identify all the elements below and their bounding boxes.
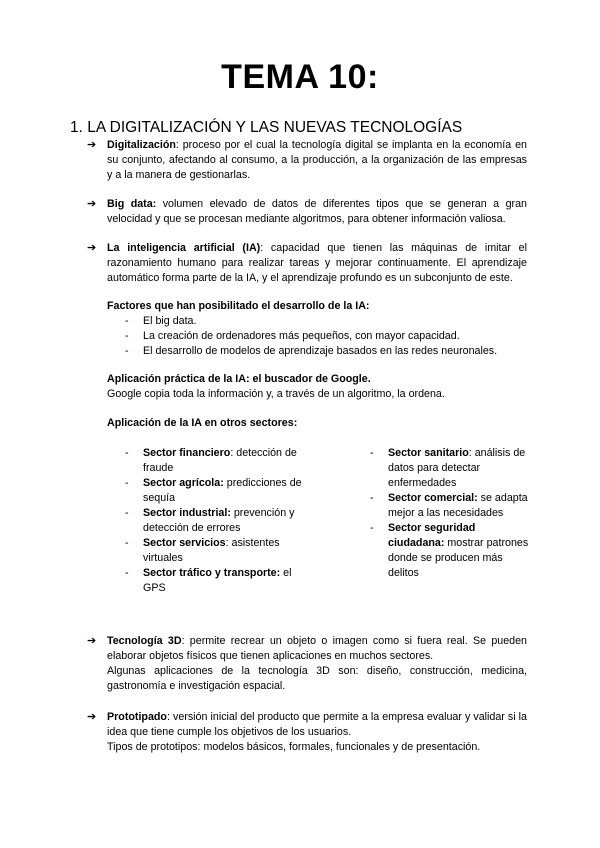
desc-digitalizacion: : proceso por el cual la tecnología digital se implanta en la economía en su conjunto, afectando al consumo, a la producción, a la organización de las empresas y a la manera de gestionarlas. (107, 139, 527, 181)
arrow-right-icon: ➔ (87, 139, 97, 151)
dash-bullet: - (125, 477, 129, 489)
sectores-heading: Aplicación de la IA en otros sectores: (107, 417, 298, 429)
term-ia: La inteligencia artificial (IA) (107, 242, 261, 254)
term-digitalizacion: Digitalización (107, 139, 176, 151)
dash-bullet: - (370, 447, 374, 459)
dash-bullet: - (125, 567, 129, 579)
desc-tecnologia3d-2: Algunas aplicaciones de la tecnología 3D son: diseño, construcción, medicina, gastronomía e investigación espacial. (107, 665, 527, 692)
list-item: - Sector sanitario: análisis de datos para detectar enfermedades (370, 447, 526, 489)
list-item: - Sector seguridad ciudadana: mostrar patrones donde se producen más delitos (370, 522, 529, 579)
arrow-right-icon: ➔ (87, 711, 97, 723)
sectores-left-column (107, 446, 307, 596)
arrow-right-icon: ➔ (87, 198, 97, 210)
list-item: - Sector industrial: prevención y detección de errores (125, 507, 295, 534)
list-item: - El big data. (125, 315, 197, 327)
factores-heading: Factores que han posibilitado el desarrollo de la IA: (107, 300, 370, 312)
section-heading: 1. LA DIGITALIZACIÓN Y LAS NUEVAS TECNOLOGÍAS (70, 119, 463, 136)
factores-block (107, 299, 527, 359)
desc-prototipado: : versión inicial del producto que permite a la empresa evaluar y validar si la idea que tiene cumple los objetivos de los usuarios. (107, 711, 527, 738)
aplicacion-practica-block (107, 372, 527, 402)
desc-prototipado-2: Tipos de prototipos: modelos básicos, formales, funcionales y de presentación. (107, 741, 481, 753)
item-ia (87, 241, 527, 286)
list-item: - Sector financiero: detección de fraude (125, 447, 297, 474)
list-item: - Sector comercial: se adapta mejor a las necesidades (370, 492, 528, 519)
dash-bullet: - (125, 345, 129, 357)
term-tecnologia3d: Tecnología 3D (107, 635, 182, 647)
dash-bullet: - (370, 492, 374, 504)
page-title: TEMA 10: (221, 58, 379, 96)
item-digitalizacion (87, 138, 527, 183)
term-bigdata: Big data: (107, 198, 157, 210)
list-item: - Sector tráfico y transporte: el GPS (125, 567, 292, 594)
list-item: - El desarrollo de modelos de aprendizaje basados en las redes neuronales. (125, 345, 498, 357)
list-item: - La creación de ordenadores más pequeños, con mayor capacidad. (125, 330, 460, 342)
sectores-block (107, 416, 527, 431)
aplicacion-practica-text: Google copia toda la información y, a través de un algoritmo, la ordena. (107, 388, 445, 400)
dash-bullet: - (125, 537, 129, 549)
list-item: - Sector servicios: asistentes virtuales (125, 537, 280, 564)
dash-bullet: - (370, 522, 374, 534)
desc-tecnologia3d: : permite recrear un objeto o imagen como si fuera real. Se pueden elaborar objetos físicos que tienen aplicaciones en muchos sectores. (107, 635, 528, 662)
sectores-right-column (352, 446, 532, 581)
factores-list (107, 314, 527, 359)
item-bigdata (87, 197, 527, 227)
arrow-right-icon: ➔ (87, 635, 97, 647)
arrow-right-icon: ➔ (87, 242, 97, 254)
list-item: - Sector agrícola: predicciones de sequía (125, 477, 302, 504)
dash-bullet: - (125, 507, 129, 519)
dash-bullet: - (125, 330, 129, 342)
item-prototipado (87, 710, 527, 755)
aplicacion-practica-heading: Aplicación práctica de la IA: el buscador de Google. (107, 373, 371, 385)
dash-bullet: - (125, 315, 129, 327)
desc-ia: : capacidad que tienen las máquinas de imitar el razonamiento humano para realizar tareas y mejorar continuamente. El aprendizaje automático forma parte de la IA, y el aprendizaje profundo es un subconjunto de este. (107, 242, 527, 284)
item-tecnologia3d (87, 634, 528, 694)
desc-bigdata: volumen elevado de datos de diferentes tipos que se generan a gran velocidad y que se procesan mediante algoritmos, para obtener información valiosa. (107, 198, 527, 225)
dash-bullet: - (125, 447, 129, 459)
term-prototipado: Prototipado (107, 711, 167, 723)
